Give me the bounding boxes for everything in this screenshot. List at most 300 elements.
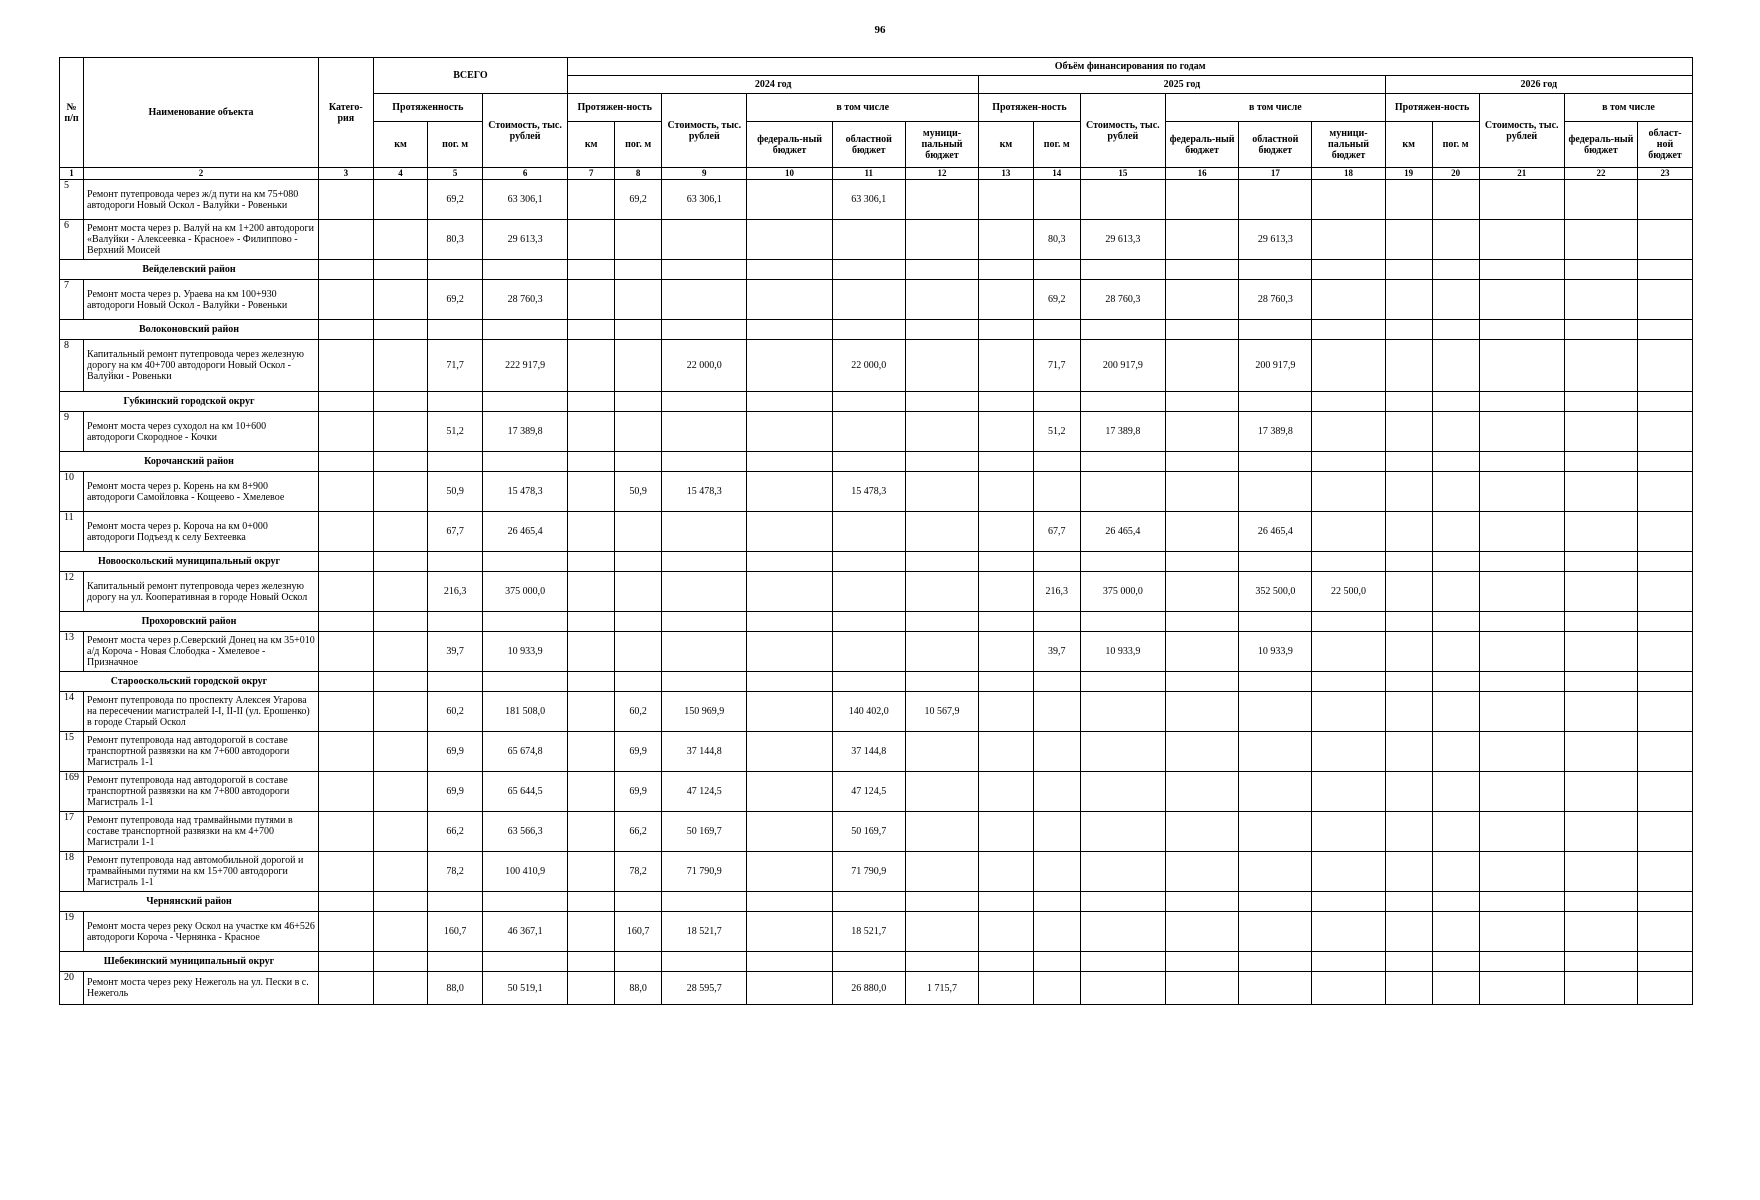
km-2025-cell [979,732,1034,772]
row-number: 9 [60,412,84,452]
cost-2025-cell: 200 917,9 [1080,340,1165,392]
row-number: 8 [60,340,84,392]
cost-2025-cell: 28 760,3 [1080,280,1165,320]
empty-cell [747,552,832,572]
column-number: 22 [1564,168,1637,180]
object-name: Ремонт путепровода по проспекту Алексея Угарова на пересечении магистралей I-I, II-II (ул. Ерошенко) в городе Старый Оскол [84,692,319,732]
table-row [60,732,1693,772]
category-cell [319,472,374,512]
municipal-2024-cell [905,512,978,552]
column-number: 6 [482,168,567,180]
length-2025-cell: 67,7 [1033,512,1080,552]
empty-cell [662,552,747,572]
column-number: 1 [60,168,84,180]
header-federal-2026: федераль-ный бюджет [1564,122,1637,168]
empty-cell [1033,260,1080,280]
km-2026-cell [1385,732,1432,772]
header-pog-m-2024: пог. м [615,122,662,168]
section-row [60,672,1693,692]
cost-2026-cell [1479,632,1564,672]
federal-2025-cell [1165,632,1238,672]
cost-2025-cell [1080,812,1165,852]
header-pog-m-2026: пог. м [1432,122,1479,168]
empty-cell [979,612,1034,632]
length-2026-cell [1432,472,1479,512]
municipal-2024-cell [905,572,978,612]
row-number: 17 [60,812,84,852]
empty-cell [1239,392,1312,412]
cost-2024-cell: 71 790,9 [662,852,747,892]
empty-cell [1165,452,1238,472]
category-cell [319,280,374,320]
empty-cell [1239,672,1312,692]
total-cost-cell: 29 613,3 [482,220,567,260]
cost-2025-cell: 375 000,0 [1080,572,1165,612]
km-2026-cell [1385,972,1432,1005]
total-cost-cell: 65 674,8 [482,732,567,772]
km-2025-cell [979,280,1034,320]
total-cost-cell: 63 306,1 [482,180,567,220]
regional-2026-cell [1638,732,1693,772]
table-row [60,972,1693,1005]
length-2026-cell [1432,572,1479,612]
empty-cell [1479,452,1564,472]
cost-2024-cell: 18 521,7 [662,912,747,952]
total-length-cell: 60,2 [428,692,483,732]
total-km-cell [373,772,428,812]
regional-2026-cell [1638,220,1693,260]
empty-cell [1564,452,1637,472]
length-2024-cell: 69,9 [615,732,662,772]
cost-2024-cell: 63 306,1 [662,180,747,220]
federal-2025-cell [1165,772,1238,812]
empty-cell [1033,612,1080,632]
category-cell [319,972,374,1005]
federal-2025-cell [1165,912,1238,952]
empty-cell [1432,260,1479,280]
empty-cell [482,260,567,280]
row-number: 15 [60,732,84,772]
federal-2026-cell [1564,692,1637,732]
table-row [60,220,1693,260]
municipal-2025-cell [1312,692,1385,732]
empty-cell [1479,892,1564,912]
total-km-cell [373,412,428,452]
empty-cell [428,392,483,412]
empty-cell [428,452,483,472]
category-cell [319,732,374,772]
length-2024-cell [615,340,662,392]
federal-2026-cell [1564,220,1637,260]
object-name: Ремонт путепровода над автомобильной дорогой и трамвайными путями на км 15+700 автодороги Магистраль 1-1 [84,852,319,892]
cost-2026-cell [1479,732,1564,772]
column-number: 10 [747,168,832,180]
km-2026-cell [1385,180,1432,220]
municipal-2024-cell [905,180,978,220]
federal-2024-cell [747,732,832,772]
regional-2024-cell [832,632,905,672]
empty-cell [615,552,662,572]
category-cell [319,852,374,892]
federal-2026-cell [1564,632,1637,672]
table-row [60,412,1693,452]
object-name: Ремонт путепровода над трамвайными путями в составе транспортной развязки на км 4+700 Магистрали 1-1 [84,812,319,852]
empty-cell [373,612,428,632]
length-2025-cell: 39,7 [1033,632,1080,672]
length-2025-cell: 51,2 [1033,412,1080,452]
header-regional-2024: областной бюджет [832,122,905,168]
section-title: Чернянский район [60,892,319,912]
total-km-cell [373,280,428,320]
empty-cell [1239,952,1312,972]
header-year-2025: 2025 год [979,76,1386,94]
header-length-2024: Протяжен-ность [568,94,662,122]
empty-cell [1432,392,1479,412]
column-number: 12 [905,168,978,180]
empty-cell [979,672,1034,692]
federal-2024-cell [747,472,832,512]
regional-2024-cell: 47 124,5 [832,772,905,812]
cost-2024-cell [662,632,747,672]
length-2025-cell: 71,7 [1033,340,1080,392]
empty-cell [1033,452,1080,472]
empty-cell [662,672,747,692]
empty-cell [428,260,483,280]
km-2025-cell [979,180,1034,220]
length-2026-cell [1432,632,1479,672]
empty-cell [1312,320,1385,340]
empty-cell [373,260,428,280]
empty-cell [1033,392,1080,412]
row-number: 5 [60,180,84,220]
federal-2025-cell [1165,472,1238,512]
empty-cell [1165,552,1238,572]
regional-2025-cell [1239,912,1312,952]
table-row [60,512,1693,552]
km-2025-cell [979,772,1034,812]
length-2025-cell [1033,732,1080,772]
total-cost-cell: 375 000,0 [482,572,567,612]
row-number: 14 [60,692,84,732]
empty-cell [1385,452,1432,472]
header-municipal-2024: муници-пальный бюджет [905,122,978,168]
header-no: № п/п [60,58,84,168]
section-row [60,892,1693,912]
empty-cell [1479,260,1564,280]
empty-cell [1080,392,1165,412]
federal-2026-cell [1564,512,1637,552]
empty-cell [905,892,978,912]
table-row [60,180,1693,220]
empty-cell [662,952,747,972]
federal-2025-cell [1165,412,1238,452]
empty-cell [568,552,615,572]
empty-cell [747,260,832,280]
cost-2026-cell [1479,852,1564,892]
empty-cell [482,452,567,472]
empty-cell [832,952,905,972]
empty-cell [1033,952,1080,972]
regional-2026-cell [1638,412,1693,452]
municipal-2025-cell [1312,180,1385,220]
empty-cell [1312,452,1385,472]
cost-2024-cell: 37 144,8 [662,732,747,772]
empty-cell [1312,612,1385,632]
empty-cell [1239,612,1312,632]
empty-cell [615,452,662,472]
regional-2025-cell [1239,972,1312,1005]
regional-2025-cell [1239,180,1312,220]
empty-cell [482,552,567,572]
category-cell [319,180,374,220]
empty-cell [979,320,1034,340]
empty-cell [1432,952,1479,972]
km-2026-cell [1385,572,1432,612]
regional-2024-cell [832,512,905,552]
empty-cell [482,672,567,692]
empty-cell [568,260,615,280]
municipal-2024-cell [905,912,978,952]
cost-2026-cell [1479,692,1564,732]
row-number: 169 [60,772,84,812]
header-km: км [373,122,428,168]
section-title: Волоконовский район [60,320,319,340]
cost-2024-cell: 15 478,3 [662,472,747,512]
regional-2026-cell [1638,632,1693,672]
empty-cell [568,672,615,692]
length-2026-cell [1432,220,1479,260]
total-length-cell: 69,2 [428,180,483,220]
empty-cell [319,320,374,340]
km-2024-cell [568,340,615,392]
total-cost-cell: 63 566,3 [482,812,567,852]
federal-2025-cell [1165,220,1238,260]
empty-cell [568,452,615,472]
object-name: Ремонт моста через реку Нежеголь на ул. Пески в с. Нежеголь [84,972,319,1005]
regional-2026-cell [1638,572,1693,612]
empty-cell [1165,260,1238,280]
empty-cell [1312,260,1385,280]
km-2026-cell [1385,340,1432,392]
empty-cell [568,392,615,412]
empty-cell [1432,452,1479,472]
km-2025-cell [979,912,1034,952]
empty-cell [615,892,662,912]
cost-2025-cell [1080,180,1165,220]
empty-cell [1479,612,1564,632]
length-2026-cell [1432,772,1479,812]
empty-cell [1564,260,1637,280]
cost-2025-cell: 17 389,8 [1080,412,1165,452]
empty-cell [1564,320,1637,340]
empty-cell [662,392,747,412]
empty-cell [1638,452,1693,472]
regional-2024-cell: 26 880,0 [832,972,905,1005]
empty-cell [747,672,832,692]
empty-cell [1239,892,1312,912]
empty-cell [1564,952,1637,972]
empty-cell [482,612,567,632]
regional-2026-cell [1638,852,1693,892]
cost-2024-cell [662,512,747,552]
km-2025-cell [979,692,1034,732]
empty-cell [1239,452,1312,472]
empty-cell [832,320,905,340]
km-2026-cell [1385,280,1432,320]
total-length-cell: 66,2 [428,812,483,852]
regional-2024-cell: 15 478,3 [832,472,905,512]
column-number: 11 [832,168,905,180]
empty-cell [428,672,483,692]
federal-2025-cell [1165,732,1238,772]
empty-cell [905,612,978,632]
total-length-cell: 39,7 [428,632,483,672]
empty-cell [979,452,1034,472]
category-cell [319,812,374,852]
category-cell [319,572,374,612]
header-cost-2024: Стоимость, тыс. рублей [662,94,747,168]
row-number: 7 [60,280,84,320]
regional-2024-cell [832,412,905,452]
length-2025-cell [1033,812,1080,852]
empty-cell [832,392,905,412]
empty-cell [1165,392,1238,412]
column-number: 14 [1033,168,1080,180]
km-2026-cell [1385,852,1432,892]
total-length-cell: 216,3 [428,572,483,612]
cost-2026-cell [1479,912,1564,952]
table-row [60,772,1693,812]
length-2024-cell [615,220,662,260]
empty-cell [373,952,428,972]
empty-cell [1239,552,1312,572]
federal-2026-cell [1564,972,1637,1005]
municipal-2024-cell [905,732,978,772]
empty-cell [373,672,428,692]
total-cost-cell: 46 367,1 [482,912,567,952]
cost-2024-cell: 47 124,5 [662,772,747,812]
federal-2026-cell [1564,572,1637,612]
federal-2024-cell [747,692,832,732]
empty-cell [832,452,905,472]
length-2026-cell [1432,852,1479,892]
municipal-2025-cell [1312,912,1385,952]
column-number: 13 [979,168,1034,180]
total-km-cell [373,972,428,1005]
empty-cell [1385,892,1432,912]
empty-cell [482,892,567,912]
cost-2024-cell [662,280,747,320]
total-km-cell [373,340,428,392]
column-number: 16 [1165,168,1238,180]
column-number: 7 [568,168,615,180]
empty-cell [319,892,374,912]
column-number: 4 [373,168,428,180]
column-number: 19 [1385,168,1432,180]
category-cell [319,340,374,392]
empty-cell [373,552,428,572]
km-2024-cell [568,180,615,220]
table-body [60,180,1693,1005]
regional-2025-cell: 29 613,3 [1239,220,1312,260]
km-2025-cell [979,812,1034,852]
municipal-2025-cell [1312,812,1385,852]
total-cost-cell: 100 410,9 [482,852,567,892]
federal-2024-cell [747,340,832,392]
length-2024-cell [615,280,662,320]
cost-2026-cell [1479,280,1564,320]
object-name: Ремонт путепровода через ж/д пути на км 75+080 автодороги Новый Оскол - Валуйки - Ровеньки [84,180,319,220]
empty-cell [1033,672,1080,692]
empty-cell [662,612,747,632]
km-2024-cell [568,772,615,812]
empty-cell [1165,952,1238,972]
municipal-2024-cell [905,632,978,672]
cost-2026-cell [1479,772,1564,812]
empty-cell [1165,892,1238,912]
empty-cell [747,392,832,412]
total-cost-cell: 222 917,9 [482,340,567,392]
empty-cell [1080,320,1165,340]
empty-cell [1385,672,1432,692]
empty-cell [905,452,978,472]
empty-cell [979,892,1034,912]
regional-2024-cell: 22 000,0 [832,340,905,392]
empty-cell [747,612,832,632]
empty-cell [905,672,978,692]
federal-2025-cell [1165,180,1238,220]
object-name: Ремонт моста через реку Оскол на участке км 46+526 автодороги Короча - Чернянка - Красное [84,912,319,952]
empty-cell [615,260,662,280]
municipal-2024-cell [905,852,978,892]
header-year-2024: 2024 год [568,76,979,94]
header-funding: Объём финансирования по годам [568,58,1693,76]
regional-2024-cell: 140 402,0 [832,692,905,732]
table-row [60,280,1693,320]
empty-cell [1564,672,1637,692]
federal-2026-cell [1564,732,1637,772]
column-number: 20 [1432,168,1479,180]
length-2024-cell: 69,2 [615,180,662,220]
length-2025-cell [1033,180,1080,220]
section-row [60,552,1693,572]
km-2024-cell [568,912,615,952]
length-2024-cell: 60,2 [615,692,662,732]
municipal-2025-cell [1312,220,1385,260]
empty-cell [1312,952,1385,972]
empty-cell [373,452,428,472]
total-length-cell: 50,9 [428,472,483,512]
empty-cell [1432,672,1479,692]
regional-2025-cell [1239,472,1312,512]
empty-cell [319,392,374,412]
empty-cell [482,392,567,412]
km-2026-cell [1385,220,1432,260]
km-2026-cell [1385,412,1432,452]
table-row [60,632,1693,672]
empty-cell [568,320,615,340]
municipal-2025-cell [1312,512,1385,552]
empty-cell [1638,260,1693,280]
empty-cell [373,392,428,412]
empty-cell [1638,672,1693,692]
empty-cell [1312,552,1385,572]
section-row [60,952,1693,972]
empty-cell [428,892,483,912]
cost-2024-cell: 50 169,7 [662,812,747,852]
empty-cell [482,952,567,972]
header-km-2026: км [1385,122,1432,168]
